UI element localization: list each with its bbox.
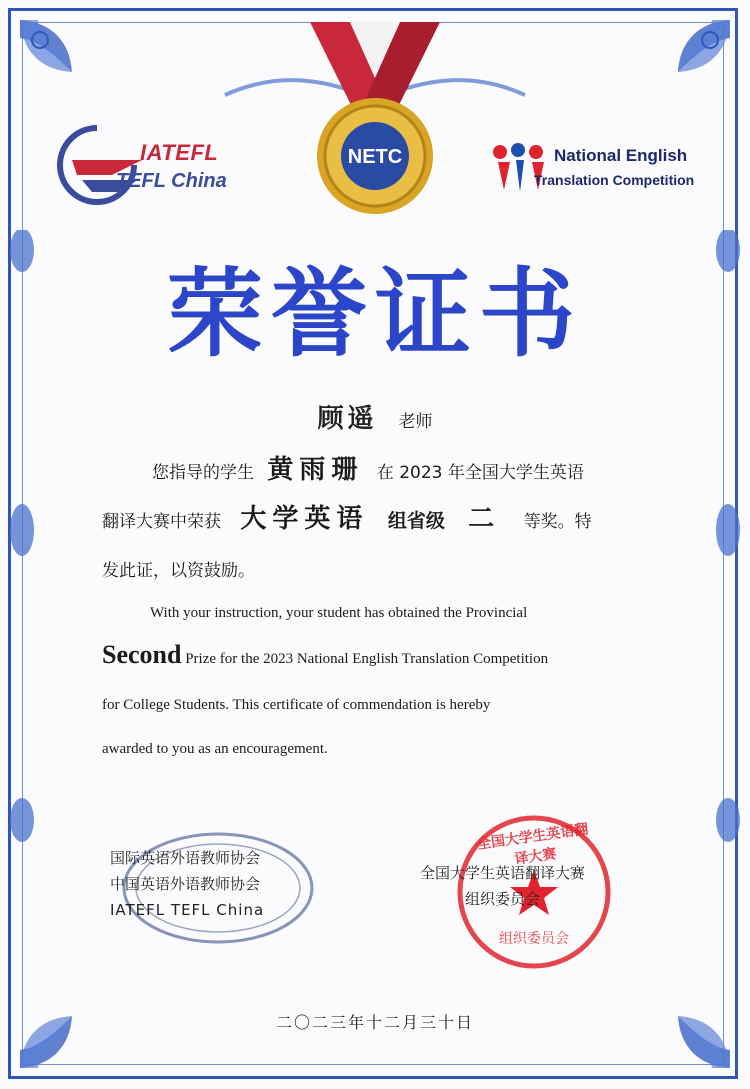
en-second: Second [102, 640, 182, 669]
en-line4: awarded to you as an encouragement. [102, 741, 328, 757]
en-line3: for College Students. This certificate of commendation is hereby [102, 697, 491, 713]
cn-line3: 发此证，以资鼓励。 [102, 561, 255, 581]
teacher-name: 顾遥 [317, 404, 378, 434]
cn-line2-mid: 组省级 [387, 510, 445, 532]
seal-ring-text: 全国大学生英语翻译大赛 [476, 821, 590, 868]
iatefl-label: IATEFL [140, 140, 219, 165]
prize-level: 二 [468, 504, 501, 534]
left-sig-line2: 中国英语外语教师协会 [110, 875, 261, 893]
english-line-2 [102, 636, 652, 682]
teacher-line [0, 398, 750, 435]
group-name: 大学英语 [240, 504, 369, 534]
iatefl-emblem-icon [52, 120, 142, 210]
chinese-line-3 [102, 546, 662, 596]
en-line1: With your instruction, your student has obtained the Provincial [150, 605, 528, 621]
cn-line1-suffix: 在 2023 年全国大学生英语 [376, 463, 584, 483]
bottom-right-ornament [650, 988, 740, 1078]
left-signature [110, 845, 264, 923]
right-sig-line1: 全国大学生英语翻译大赛 [420, 864, 586, 882]
chinese-line-1 [152, 448, 712, 498]
seal-bottom-text: 组织委员会 [499, 931, 569, 947]
cn-line2-suffix: 等奖。特 [523, 512, 592, 532]
english-line-3 [102, 682, 652, 728]
netc-logo [490, 140, 710, 200]
netc-line1: National English [554, 146, 688, 165]
issue-date: 二〇二三年十二月三十日 [275, 1013, 474, 1032]
bottom-left-ornament [10, 988, 100, 1078]
netc-line2: Translation Competition [534, 172, 695, 188]
student-name: 黄雨珊 [267, 455, 364, 485]
iatefl-logo [52, 120, 242, 210]
teacher-role: 老师 [398, 412, 433, 432]
right-sig-line2: 组织委员会 [465, 890, 541, 908]
cn-line2-prefix: 翻译大赛中荣获 [102, 512, 221, 532]
left-sig-line3: IATEFL TEFL China [110, 901, 265, 919]
certificate-title: 荣誉证书 [167, 258, 583, 370]
tefl-china-label: TEFL China [116, 170, 227, 192]
english-line-1 [150, 590, 700, 636]
cn-line1-prefix: 您指导的学生 [152, 463, 254, 483]
right-signature [420, 860, 585, 912]
chinese-line-2 [102, 496, 662, 547]
left-sig-line1: 国际英语外语教师协会 [110, 849, 261, 867]
top-right-ornament [650, 10, 740, 100]
en-line2-rest: Prize for the 2023 National English Translation Competition [185, 651, 549, 667]
medal-text: NETC [347, 146, 403, 168]
top-left-ornament [10, 10, 100, 100]
english-line-4 [102, 726, 652, 772]
